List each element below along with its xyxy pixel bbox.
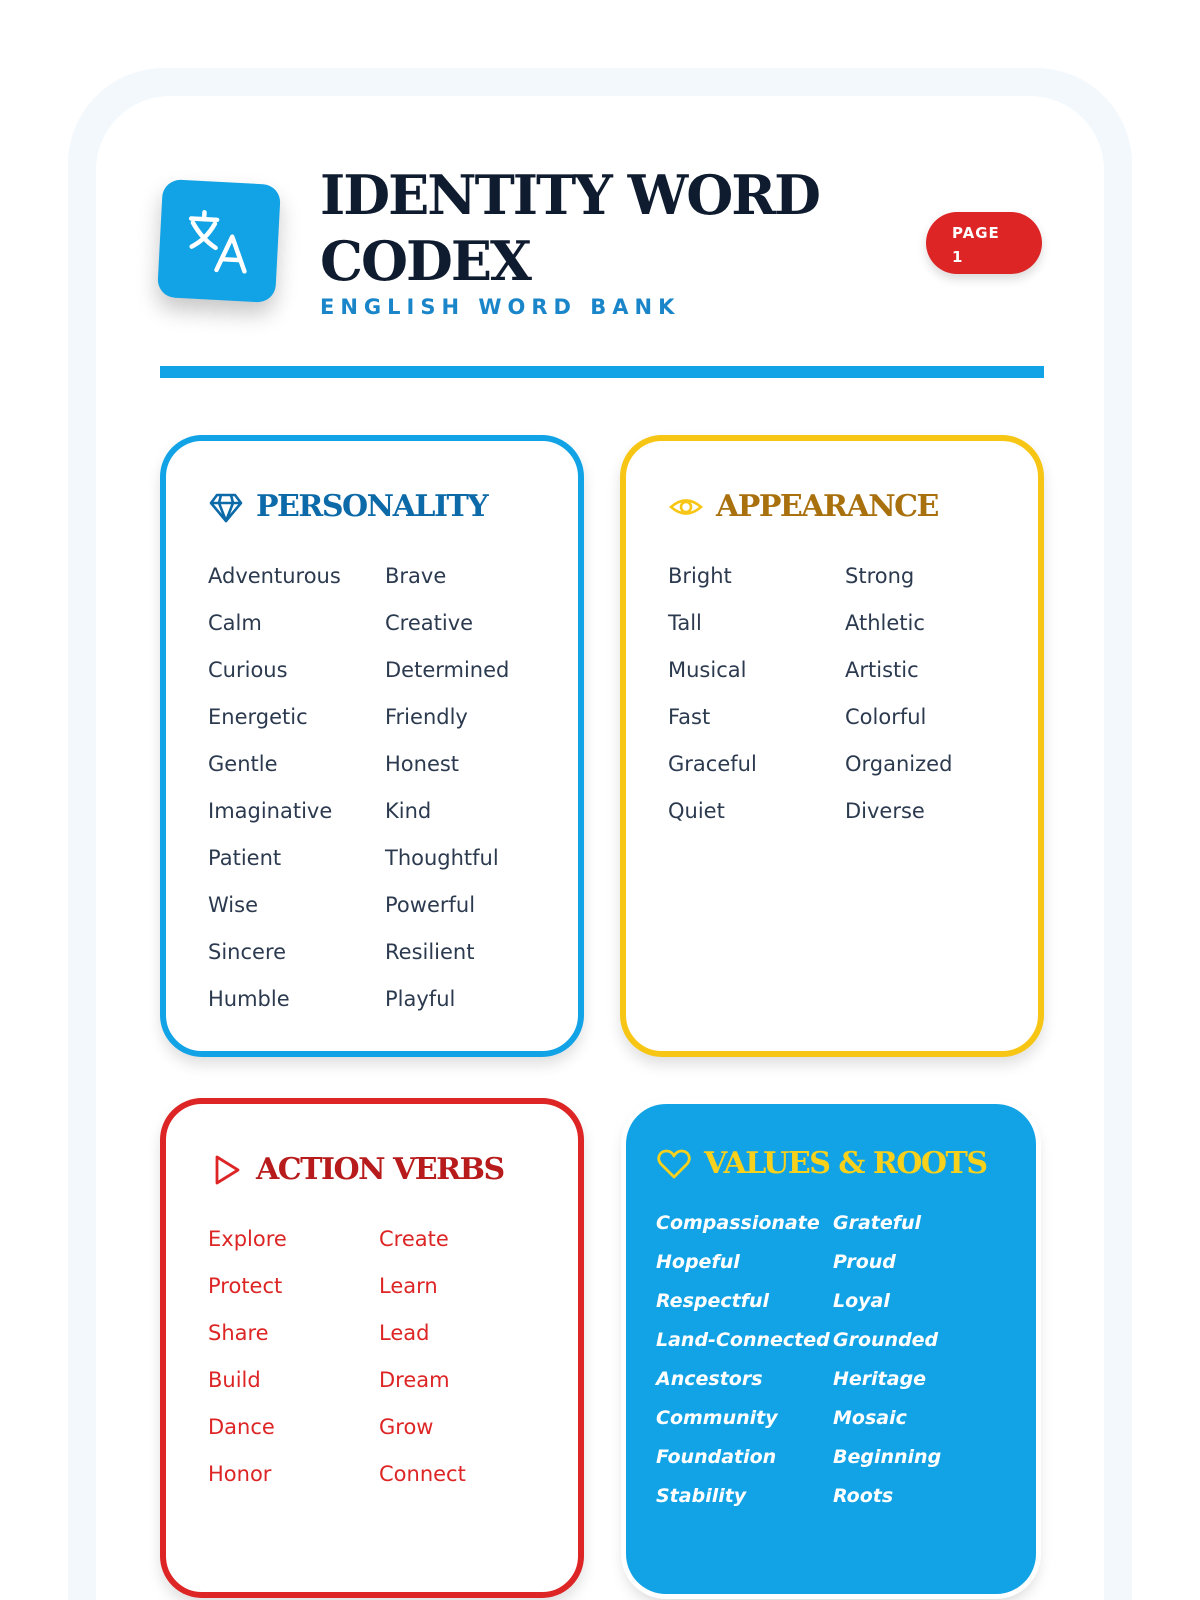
word-item: Ancestors [656, 1368, 763, 1390]
word-item: Grounded [833, 1329, 939, 1351]
values-roots-title: VALUES & ROOTS [704, 1146, 987, 1181]
appearance-card [620, 435, 1044, 1057]
word-item: Kind [385, 799, 432, 823]
personality-header [208, 487, 487, 527]
word-item: Strong [845, 564, 915, 588]
translate-icon [180, 202, 258, 280]
word-item: Imaginative [208, 799, 333, 823]
values-roots-card [626, 1104, 1036, 1594]
word-item: Loyal [833, 1290, 890, 1312]
word-item: Athletic [845, 611, 925, 635]
word-item: Foundation [656, 1446, 777, 1468]
word-item: Energetic [208, 705, 308, 729]
word-item: Build [208, 1368, 261, 1392]
word-item: Dream [379, 1368, 450, 1392]
gem-icon [208, 489, 244, 525]
word-item: Community [656, 1407, 778, 1429]
word-item: Mosaic [833, 1407, 907, 1429]
word-item: Graceful [668, 752, 757, 776]
word-item: Humble [208, 987, 290, 1011]
appearance-title: APPEARANCE [716, 489, 938, 524]
word-item: Gentle [208, 752, 278, 776]
action-verbs-title: ACTION VERBS [256, 1152, 504, 1187]
play-icon [208, 1152, 244, 1188]
word-item: Patient [208, 846, 282, 870]
action-verbs-header [208, 1150, 504, 1190]
word-item: Learn [379, 1274, 438, 1298]
personality-word-list [208, 553, 565, 1023]
appearance-header [668, 487, 938, 527]
word-item: Compassionate [656, 1212, 820, 1234]
action-verbs-card [160, 1098, 584, 1598]
word-item: Dance [208, 1415, 275, 1439]
word-item: Create [379, 1227, 449, 1251]
appearance-word-list [668, 553, 1025, 835]
page-badge-label: PAGE [952, 224, 1000, 242]
word-item: Fast [668, 705, 711, 729]
word-item: Diverse [845, 799, 925, 823]
word-item: Musical [668, 658, 747, 682]
word-item: Beginning [833, 1446, 942, 1468]
word-item: Determined [385, 658, 510, 682]
word-item: Honest [385, 752, 460, 776]
page-subtitle: ENGLISH WORD BANK [320, 295, 681, 319]
header-divider [160, 366, 1044, 378]
personality-card [160, 435, 584, 1057]
word-item: Colorful [845, 705, 927, 729]
word-item: Proud [833, 1251, 896, 1273]
word-item: Protect [208, 1274, 283, 1298]
page-badge-number: 1 [952, 248, 964, 266]
word-item: Artistic [845, 658, 919, 682]
action-verbs-word-list [208, 1216, 559, 1498]
page-badge [926, 212, 1042, 274]
word-item: Grow [379, 1415, 434, 1439]
personality-title: PERSONALITY [256, 489, 488, 524]
values-roots-word-list [656, 1210, 1023, 1522]
word-item: Tall [668, 611, 702, 635]
word-item: Sincere [208, 940, 287, 964]
word-item: Bright [668, 564, 732, 588]
word-item: Wise [208, 893, 258, 917]
word-item: Roots [833, 1485, 894, 1507]
word-item: Land-Connected [656, 1329, 830, 1351]
word-item: Honor [208, 1462, 272, 1486]
page-title: IDENTITY WORD CODEX [320, 163, 819, 293]
word-item: Lead [379, 1321, 430, 1345]
word-item: Powerful [385, 893, 476, 917]
word-item: Explore [208, 1227, 287, 1251]
word-item: Curious [208, 658, 288, 682]
eye-icon [668, 489, 704, 525]
word-item: Share [208, 1321, 269, 1345]
word-item: Heritage [833, 1368, 927, 1390]
word-item: Grateful [833, 1212, 922, 1234]
word-item: Creative [385, 611, 474, 635]
word-item: Resilient [385, 940, 475, 964]
word-item: Connect [379, 1462, 466, 1486]
word-item: Stability [656, 1485, 747, 1507]
word-item: Thoughtful [385, 846, 499, 870]
word-item: Calm [208, 611, 262, 635]
word-item: Hopeful [656, 1251, 740, 1273]
word-item: Brave [385, 564, 447, 588]
heart-icon [656, 1146, 692, 1182]
word-item: Adventurous [208, 564, 341, 588]
word-item: Playful [385, 987, 456, 1011]
word-item: Friendly [385, 705, 468, 729]
word-item: Respectful [656, 1290, 770, 1312]
logo [157, 179, 281, 303]
values-roots-header [656, 1144, 987, 1184]
word-item: Quiet [668, 799, 725, 823]
word-item: Organized [845, 752, 953, 776]
